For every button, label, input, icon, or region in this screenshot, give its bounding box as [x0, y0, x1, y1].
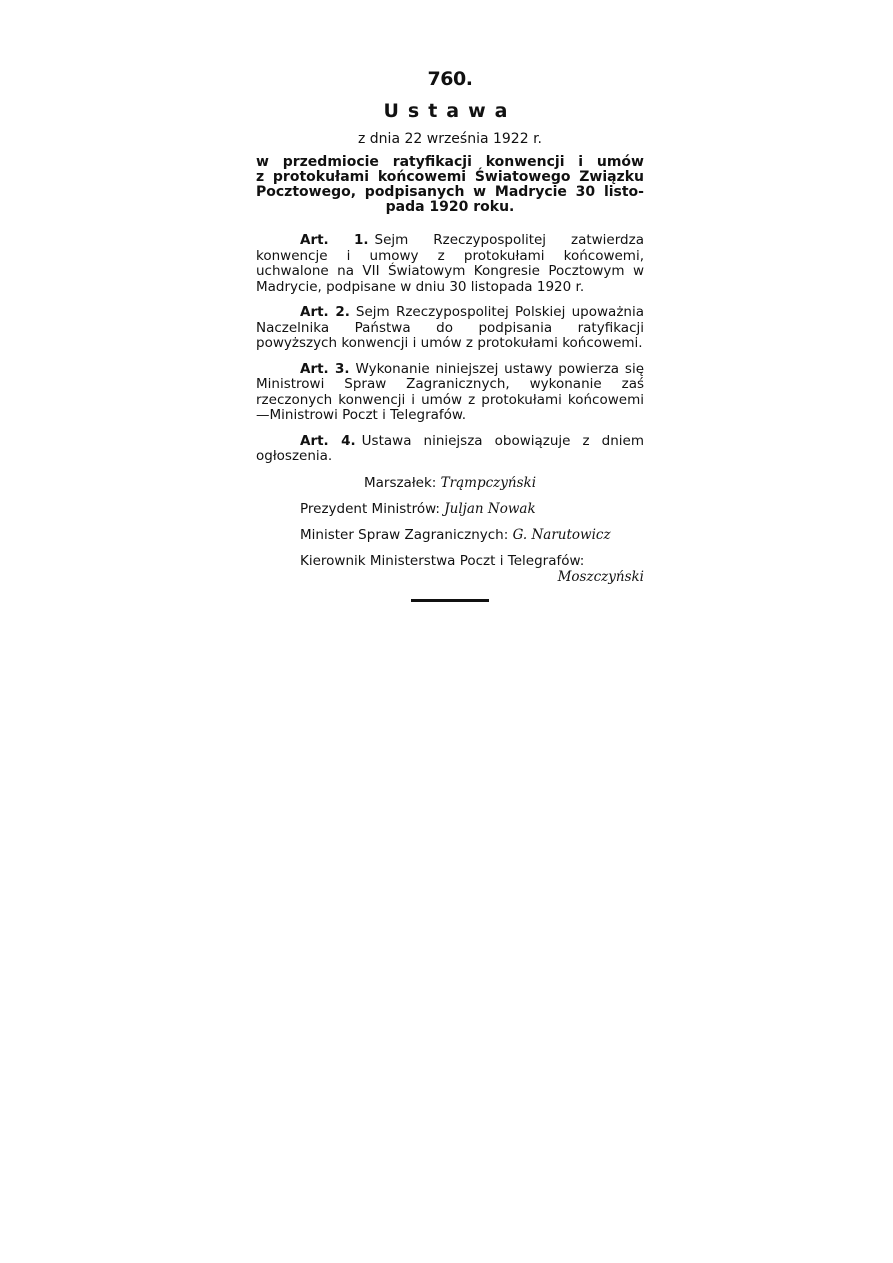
- signature-role: Minister Spraw Zagranicznych:: [300, 526, 509, 543]
- document-subject: [256, 155, 644, 215]
- signature-post-minister: [256, 553, 644, 569]
- signature-post-minister-name: [256, 569, 644, 585]
- subject-line: pada 1920 roku.: [385, 199, 515, 215]
- signature-prime-minister: [256, 501, 644, 517]
- document-date: z dnia 22 września 1922 r.: [358, 131, 542, 147]
- document-page: [256, 68, 644, 602]
- article-label: Art. 3.: [300, 360, 350, 377]
- signature-foreign-minister: [256, 527, 644, 543]
- closing-rule: [411, 599, 489, 602]
- subject-line: w przedmiocie ratyfikacji konwencji i umów: [256, 154, 644, 170]
- article-label: Art. 2.: [300, 304, 350, 320]
- article-2: [256, 305, 644, 352]
- article-text: Sejm Rzeczypospolitej Polskiej upoważnia Naczelnika Państwa do podpisania ratyfikacji powyższych konwencji i umów z protokułami końcowemi.: [256, 304, 644, 351]
- article-text: Ustawa niniejsza obowiązuje z dniem ogłoszenia.: [256, 432, 644, 464]
- signature-name: Moszczyński: [557, 568, 644, 585]
- signature-name: G. Narutowicz: [512, 526, 611, 543]
- subject-line: Pocztowego, podpisanych w Madrycie 30 listo-: [256, 184, 644, 200]
- article-text: Sejm Rzeczypospolitej zatwierdza konwencje i umowy z protokułami końcowemi, uchwalone na VII Światowym Kongresie Pocztowym w Madrycie, podpisane w dniu 30 listopada 1920 r.: [256, 232, 644, 295]
- signature-role: Marszałek:: [363, 474, 437, 491]
- signature-name: Trąmpczyński: [440, 474, 537, 491]
- article-label: Art. 1.: [300, 232, 369, 248]
- signature-role: Kierownik Ministerstwa Poczt i Telegrafów:: [300, 552, 585, 569]
- article-1: [256, 233, 644, 295]
- signature-role: Prezydent Ministrów:: [300, 500, 440, 517]
- document-number: 760.: [427, 68, 473, 90]
- signature-marszalek: [256, 475, 644, 491]
- signature-name: Juljan Nowak: [444, 500, 536, 517]
- article-3: [256, 362, 644, 424]
- article-label: Art. 4.: [300, 432, 356, 449]
- article-4: [256, 434, 644, 465]
- document-title: Ustawa: [383, 100, 517, 122]
- subject-line: z protokułami końcowemi Światowego Związku: [256, 169, 644, 185]
- article-text: Wykonanie niniejszej ustawy powierza się Ministrowi Spraw Zagranicznych, wykonanie zaś rzeczonych konwencji i umów z protokułami końcowemi—Ministrowi Poczt i Telegrafów.: [256, 360, 644, 423]
